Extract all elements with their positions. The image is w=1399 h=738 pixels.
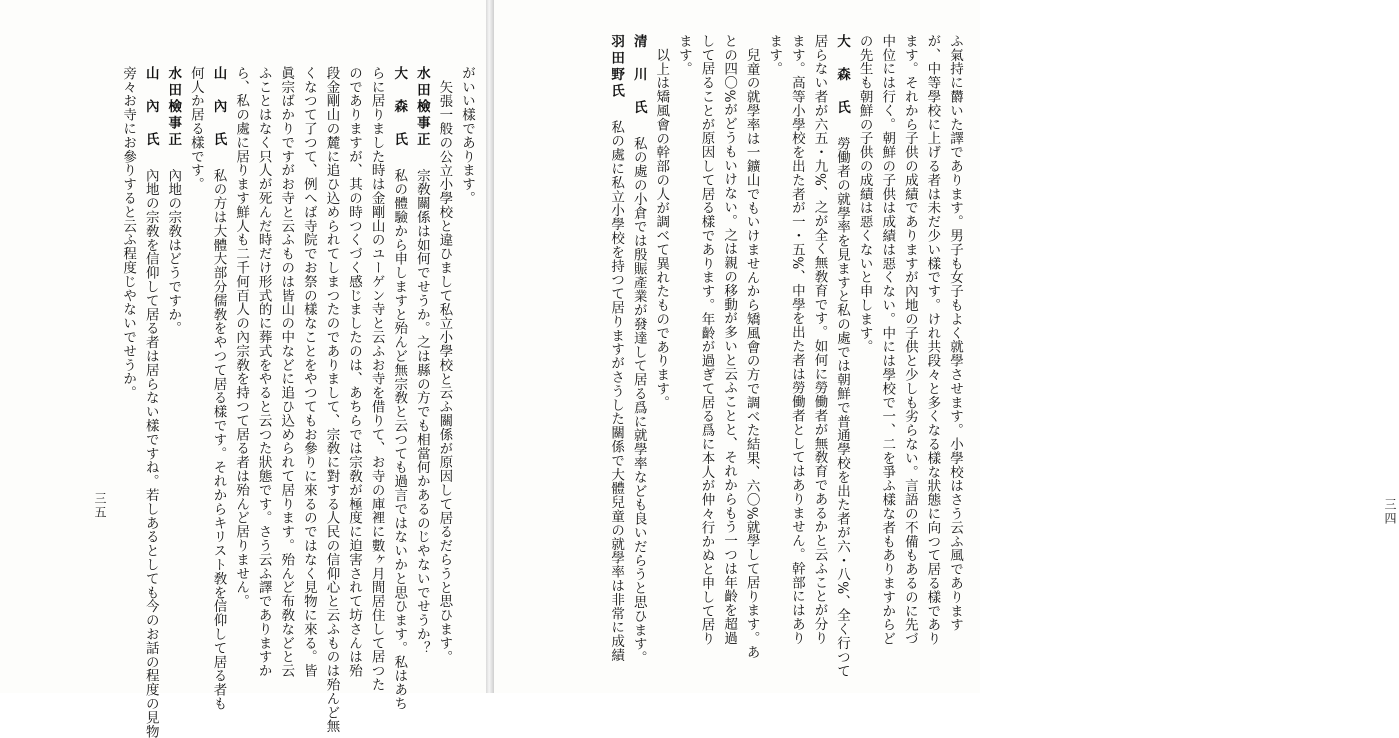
right-page-text: [548, 34, 966, 678]
line-text: ふ氣持に欝いた譯であります。男子も女子もよく就學させます。小學校はさう云ふ風であります: [947, 34, 963, 632]
text-line: [853, 34, 876, 654]
line-text: ます。高等小學校を出た者が一・五%、中學を出た者は勞働者としてはありません。幹部にはあり: [788, 34, 805, 645]
line-text: 眞宗ばかりですがお寺と云ふものは皆山の中などに追ひ込められて居ります。殆んど布敎などと云: [278, 66, 295, 678]
speaker-name: 大 森 氏: [391, 66, 408, 149]
text-line: [252, 66, 275, 678]
line-text: 宗敎關係は如何でせうか。之は縣の方でも相當何かあるのじやないでせうか？: [413, 168, 430, 655]
line-text: 中位には行く。朝鮮の子供は成績は惡くない。中には學校で一、二を爭ふ樣な者もありますからど: [879, 34, 896, 646]
text-line: [695, 34, 718, 654]
line-text: の先生も朝鮮の子供の成績は惡くないと申します。: [856, 34, 873, 354]
line-text: 段金剛山の麓に追ひ込められてしまつたのでありまして、宗敎に對する人民の信仰心と云ふものは殆んど無: [323, 66, 340, 734]
speaker-name: 水田檢事正: [413, 66, 430, 149]
text-line: [898, 34, 921, 654]
speaker-name: 水田檢事正: [165, 66, 182, 149]
text-line: [410, 66, 433, 666]
text-line: [763, 34, 786, 654]
line-text: 私の處に私立小學校を持つて居りますがさうした關係で大體兒童の就學率は非常に成績: [608, 119, 625, 663]
line-text: ます。それから子供の成績でありますが內地の子供と少しも劣らない。言語の不備もあるのに先づ: [901, 34, 918, 646]
line-text: 勞働者の就學率を見ますと私の處では朝鮮で普通學校を出た者が六・八%、全く行つて: [834, 136, 851, 678]
line-text: らに居りました時は金剛山のユーゲン寺と云ふお寺を借りて、お寺の庫裡に數ヶ月間居住して居つた: [368, 66, 385, 692]
text-line: [455, 66, 478, 666]
speaker-name: 清 川 氏: [630, 34, 647, 117]
speaker-name: 山 內 氏: [210, 66, 227, 149]
speaker-name: 山 內 氏: [142, 66, 159, 149]
line-text: がいい樣であります。: [459, 66, 475, 205]
text-line: [830, 34, 853, 678]
line-text: 何人か居る樣です。: [187, 66, 204, 192]
line-text: 內地の宗敎はどうですか。: [165, 168, 182, 336]
page-number: 三四: [1383, 498, 1397, 526]
text-line: [785, 34, 808, 654]
line-text: が、中等學校に上げる者は未だ少い樣です。けれ共段々と多くなる樣な狀態に向つて居る樣であり: [924, 34, 941, 646]
text-line: [943, 34, 966, 654]
line-text: との四〇%がどうもいけない。之は親の移動が多いと云ふことと、それからもう一つは年齡を超過: [721, 34, 738, 645]
text-line: [605, 34, 628, 663]
text-line: [921, 34, 944, 654]
text-line: [117, 66, 140, 666]
right-page: [490, 0, 1397, 693]
line-text: くなつて了つて、例へば寺院でお祭の樣なことをやつてもお參りに來るのではなく見物に來る。皆: [300, 66, 317, 678]
text-line: [365, 66, 388, 692]
line-text: して居ることが原因して居る樣であります。年齡が過ぎて居る爲に本人が仲々行かぬと申して居り: [698, 34, 715, 646]
text-line: [184, 66, 207, 666]
left-page-text: [88, 66, 478, 738]
text-line: [627, 34, 650, 665]
text-line: [139, 66, 162, 738]
line-text: 內地の宗敎を信仰して居る者は居らない樣ですね。若しあるとしても今のお話の程度の見物: [142, 168, 159, 738]
line-text: 居らない者が六五・九%、之が全く無敎育です。如何に勞働者が無敎育であるかと云ふことが分り: [811, 34, 828, 645]
text-line: [876, 34, 899, 654]
line-text: 私の處の小倉では殷賑產業が發達して居る爲に就學率なども良いだらうと思ひます。: [630, 136, 647, 665]
text-line: [207, 66, 230, 711]
text-line: [433, 66, 456, 666]
line-text: 以上は矯風會の幹部の人が調べて異れたものであります。: [653, 48, 670, 410]
text-line: [229, 66, 252, 666]
text-line: [275, 66, 298, 678]
speaker-name: 大 森 氏: [834, 34, 851, 117]
line-text: ふことはなく只人が死んだ時だけ形式的に葬式をやると云つた狀態です。さう云ふ譯でありますか: [255, 66, 272, 678]
line-text: 矢張一般の公立小學校と違ひまして私立小學校と云ふ關係が原因して居るだらうと思ひます。: [436, 80, 453, 664]
text-line: [297, 66, 320, 678]
line-text: 旁々お寺にお參りすると云ふ程度じやないでせうか。: [120, 66, 137, 400]
line-text: ら、私の處に居ります鮮人も二千何百人の內宗敎を持つて居る者は殆んど居りません。: [233, 66, 250, 609]
line-text: のでありますが、其の時つくづく感じましたのは、あちらでは宗敎が極度に迫害されて坊さんは殆: [346, 66, 363, 678]
text-line: [717, 34, 740, 654]
text-line: [388, 66, 411, 711]
line-text: 兒童の就學率は一鑛山でもいけませんから矯風會の方で調べた結果、六〇%就學して居ります。あ: [743, 48, 760, 659]
text-line: [342, 66, 365, 678]
text-line: [320, 66, 343, 734]
page-number: 三五: [93, 492, 107, 520]
text-line: [740, 34, 763, 659]
left-page: [0, 0, 490, 738]
speaker-name: 羽田野氏: [608, 34, 625, 100]
line-text: 私の體驗から申しますと殆んど無宗敎と云つても過言ではないかと思ひます。私はあち: [391, 168, 408, 711]
text-line: [808, 34, 831, 654]
line-text: ます。: [675, 34, 692, 76]
text-line: [650, 34, 673, 654]
text-line: [672, 34, 695, 654]
line-text: 私の方は大體大部分儒敎をやつて居る樣です。それからキリスト敎を信仰して居る者も: [210, 168, 227, 711]
line-text: ます。: [766, 34, 783, 76]
text-line: [162, 66, 185, 666]
